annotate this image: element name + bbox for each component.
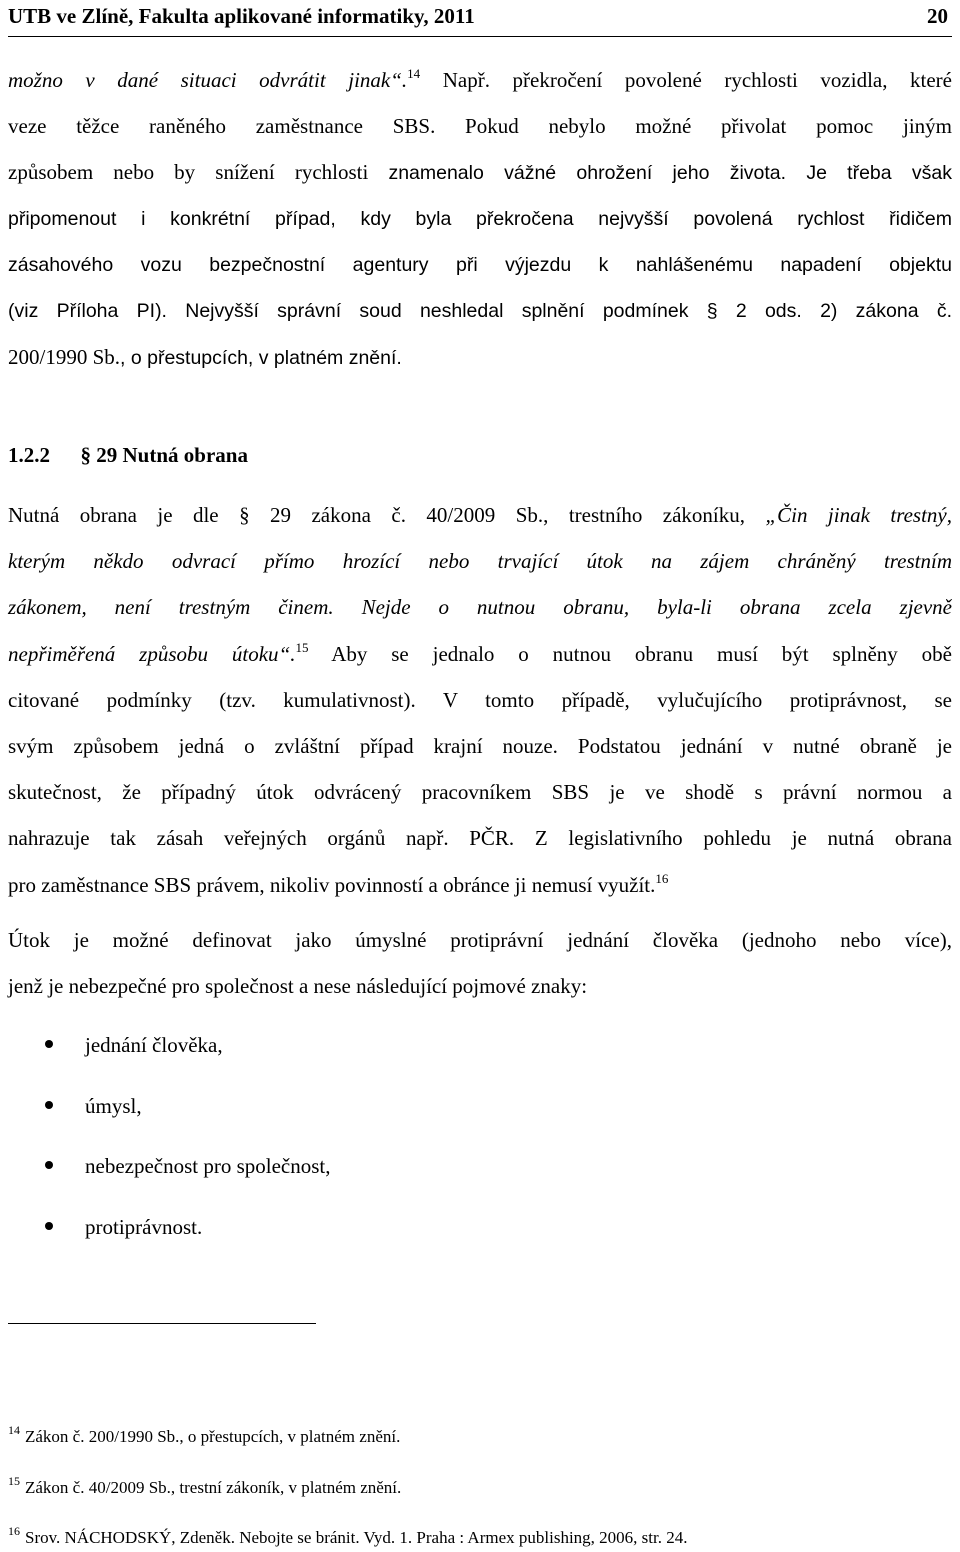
paragraph-3 — [8, 917, 952, 1009]
text-line: nahrazuje tak zásah veřejných orgánů např. PČR. Z legislativního pohledu je nutná obrana — [8, 826, 952, 851]
paragraph-2 — [8, 492, 952, 908]
text-line: skutečnost, že případný útok odvrácený pracovníkem SBS je ve shodě s právní normou a — [8, 780, 952, 805]
list-item-text: nebezpečnost pro společnost, — [85, 1154, 331, 1178]
text-line — [8, 149, 952, 195]
text-line — [8, 334, 952, 380]
footnote-number: 15 — [8, 1474, 20, 1488]
text-span: znamenalo vážné ohrožení jeho života. — [388, 162, 787, 185]
footnote-text: Srov. NÁCHODSKÝ, Zdeněk. Nebojte se bránit. Vyd. 1. Praha : Armex publishing, 2006, str. 24. — [25, 1528, 688, 1547]
header-title: UTB ve Zlíně, Fakulta aplikované informatiky, 2011 — [8, 4, 475, 28]
text-span: 200/1990 Sb. — [8, 345, 121, 370]
text-line — [8, 862, 952, 908]
text-line — [8, 631, 952, 677]
text-line — [8, 57, 952, 103]
bullet-icon — [45, 1101, 53, 1109]
footnote-ref-14[interactable]: 14 — [407, 66, 421, 81]
list-item — [8, 1020, 331, 1081]
text-line: Útok je možné definovat jako úmyslné protiprávní jednání člověka (jednoho nebo více), — [8, 928, 952, 952]
list-item — [8, 1141, 331, 1202]
text-span: způsobem nebo by snížení rychlosti — [8, 160, 389, 185]
text-line — [8, 584, 952, 630]
bullet-list — [8, 1020, 331, 1262]
text-line: připomenout i konkrétní případ, kdy byla překročena nejvyšší povolená rychlost řidičem — [8, 207, 952, 230]
list-item-text: úmysl, — [85, 1093, 142, 1118]
footnote-14 — [8, 1425, 400, 1449]
text-span: nepřiměřená způsobu útoku — [8, 641, 279, 666]
quote-end: možno v dané situaci odvrátit jinak — [8, 68, 391, 92]
section-title: § 29 Nutná obrana — [80, 443, 248, 467]
list-item-text: protiprávnost. — [85, 1214, 203, 1239]
bullet-icon — [45, 1222, 53, 1230]
footnote-divider — [8, 1323, 316, 1324]
list-item — [8, 1202, 331, 1263]
text-line — [8, 492, 952, 538]
footnote-number: 16 — [8, 1524, 20, 1538]
text-line: veze těžce raněného zaměstnance SBS. Pokud nebylo možné přivolat pomoc jiným — [8, 114, 952, 139]
text-line — [8, 538, 952, 584]
bullet-icon — [45, 1040, 53, 1048]
paragraph-1 — [8, 57, 952, 380]
page-number: 20 — [927, 4, 948, 28]
footnote-ref-16[interactable]: 16 — [655, 870, 669, 886]
text-span: Aby se jednalo o nutnou obranu musí být splněny obě — [308, 641, 952, 666]
text-line: jenž je nebezpečné pro společnost a nese následující pojmové znaky: — [8, 974, 588, 999]
text-span: Např. překročení povolené rychlosti vozidla, které — [420, 68, 952, 92]
page-header — [8, 0, 952, 37]
footnote-15 — [8, 1476, 401, 1500]
section-number: 1.2.2 — [8, 443, 50, 467]
footnote-text: Zákon č. 200/1990 Sb., o přestupcích, v platném znění. — [25, 1427, 401, 1446]
section-heading — [8, 440, 248, 470]
text-span: Nejde o nutnou obranu, byla-li obrana zcela zjevně — [333, 595, 952, 620]
text-span: pro zaměstnance SBS právem, nikoliv povinností a obránce ji nemusí využít. — [8, 872, 656, 897]
footnote-text: Zákon č. 40/2009 Sb., trestní zákoník, v platném znění. — [25, 1478, 402, 1497]
quote-mark: “. — [278, 641, 296, 666]
footnote-ref-15[interactable]: 15 — [295, 639, 309, 655]
text-span: Nutná obrana je dle § 29 zákona č. 40/2009 Sb. — [8, 503, 544, 527]
text-line: citované podmínky (tzv. kumulativnost). V tomto případě, vylučujícího protiprávnost, se — [8, 687, 952, 712]
list-item-text: jednání člověka, — [85, 1033, 223, 1057]
text-span: zákonem, není trestným činem. — [8, 595, 334, 620]
quote-mark: “. — [390, 68, 408, 92]
text-line: (viz Příloha PI). Nejvyšší správní soud neshledal splnění podmínek § 2 ods. 2) zákona č. — [8, 299, 952, 322]
quote-start: „Čin jinak trestný, — [765, 503, 952, 527]
footnote-number: 14 — [8, 1423, 20, 1437]
text-span: Je třeba však — [786, 162, 952, 185]
text-span: , trestního zákoníku, — [543, 503, 766, 527]
bullet-icon — [45, 1161, 53, 1169]
text-span: kterým někdo odvrací přímo hrozící nebo trvající útok na zájem chráněný trestním — [8, 549, 952, 574]
text-line: zásahového vozu bezpečnostní agentury při výjezdu k nahlášenému napadení objektu — [8, 253, 952, 276]
list-item — [8, 1081, 331, 1142]
footnote-16 — [8, 1526, 687, 1550]
text-span: , o přestupcích, v platném znění. — [120, 347, 402, 370]
text-line: svým způsobem jedná o zvláštní případ krajní nouze. Podstatou jednání v nutné obraně je — [8, 733, 952, 758]
